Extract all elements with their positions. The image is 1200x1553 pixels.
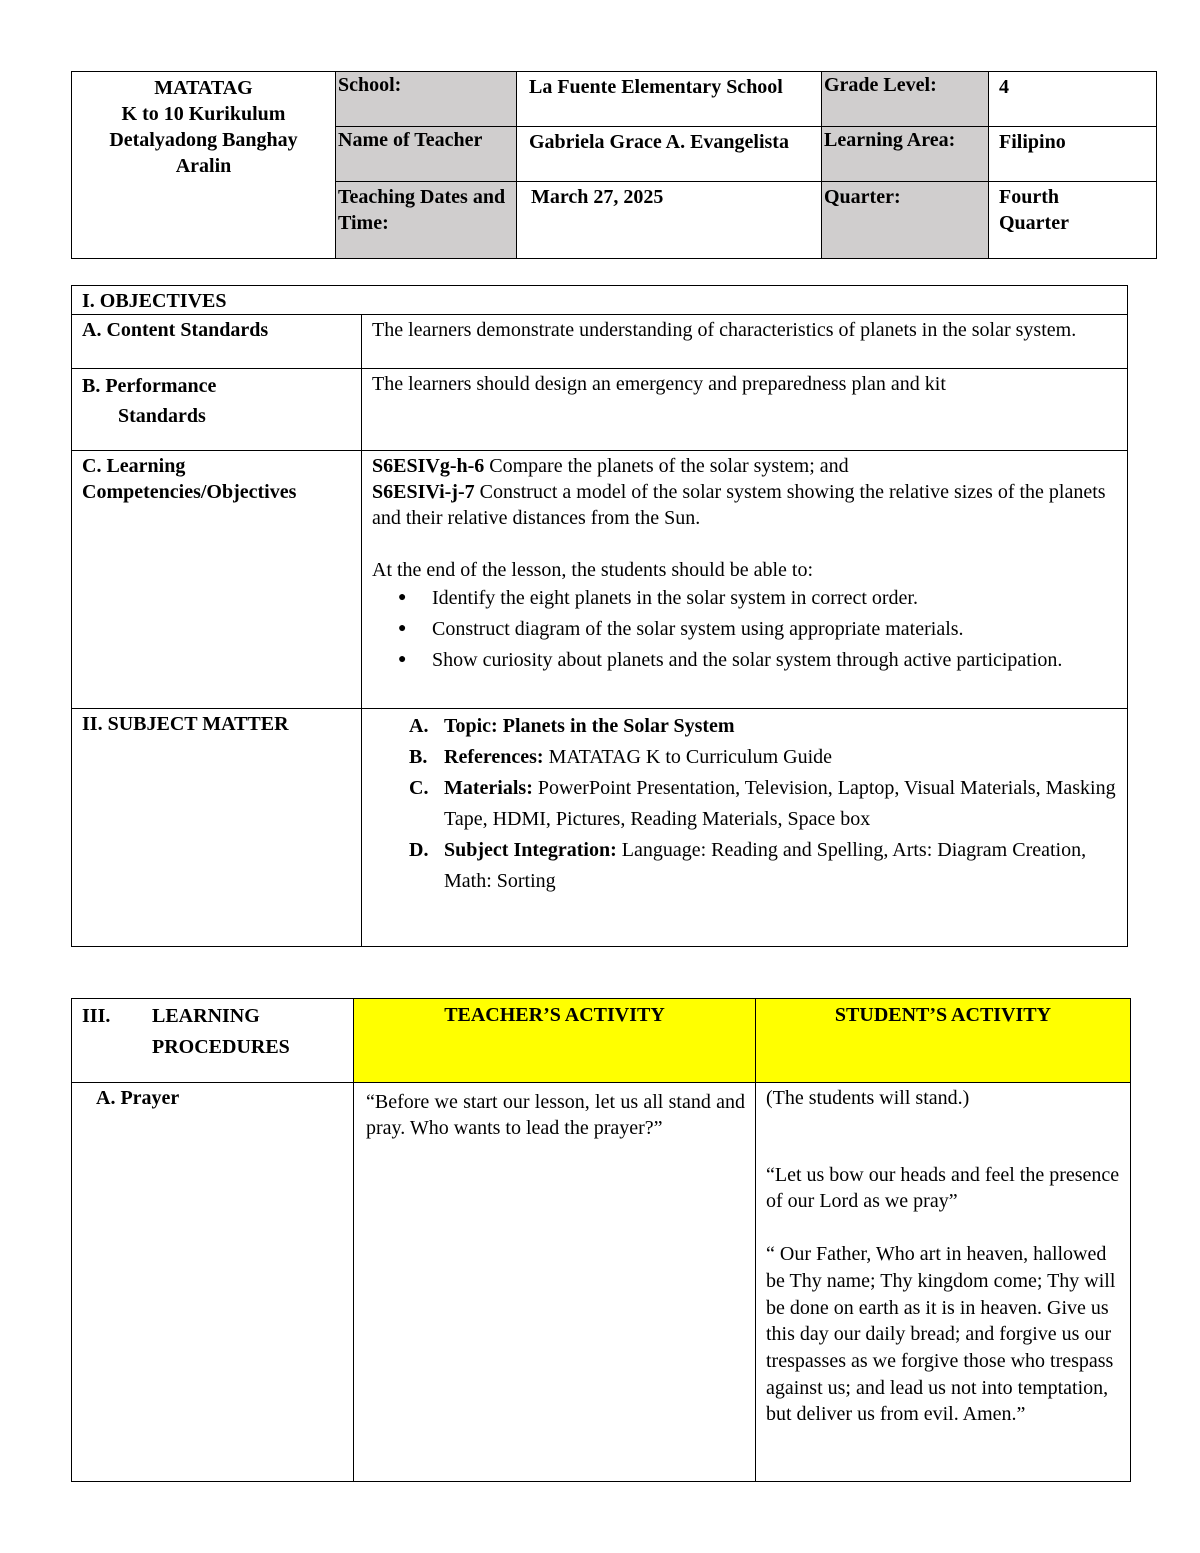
- prayer-label: A. Prayer: [72, 1083, 354, 1482]
- list-item: ● Construct diagram of the solar system using appropriate materials.: [362, 614, 1117, 645]
- dates-label: Teaching Dates and Time:: [336, 182, 517, 259]
- student-paragraph: “Let us bow our heads and feel the presence of our Lord as we pray”: [766, 1163, 1120, 1213]
- procedures-heading: III. LEARNING PROCEDURES: [72, 999, 354, 1083]
- dates-value: March 27, 2025: [517, 182, 822, 259]
- quarter-label: Quarter:: [822, 182, 989, 259]
- objectives-list: [362, 583, 1117, 676]
- student-paragraph: “ Our Father, Who art in heaven, hallowed be Thy name; Thy kingdom come; Thy will be done on earth as it is in heaven. Give us this day our daily bread; and forgive us our trespasses as we forgive those who trespass against us; and lead us not into temptation, but deliver us from evil. Amen.”: [766, 1243, 1116, 1426]
- competencies-label: C. Learning Competencies/Objectives: [72, 451, 362, 709]
- list-item: B. References: MATATAG K to Curriculum Guide: [409, 746, 833, 768]
- subject-matter-list: [362, 709, 1128, 947]
- teacher-activity-text: “Before we start our lesson, let us all stand and pray. Who wants to lead the prayer?”: [354, 1083, 756, 1482]
- student-activity-text: [756, 1083, 1131, 1482]
- teacher-activity-header: TEACHER’S ACTIVITY: [354, 999, 756, 1083]
- list-item: ● Identify the eight planets in the solar system in correct order.: [362, 583, 1117, 614]
- area-label: Learning Area:: [822, 127, 989, 182]
- competency-code: S6ESIVi-j-7: [372, 481, 475, 503]
- quarter-value: Fourth Quarter: [989, 182, 1157, 259]
- list-item: D. Subject Integration: Language: Reading and Spelling, Arts: Diagram Creation, Math: Sorting: [409, 839, 1087, 892]
- list-item: ● Show curiosity about planets and the solar system through active participation.: [362, 645, 1117, 676]
- teacher-value: Gabriela Grace A. Evangelista: [517, 127, 822, 182]
- competency-code: S6ESIVg-h-6: [372, 455, 485, 477]
- student-activity-header: STUDENT’S ACTIVITY: [756, 999, 1131, 1083]
- header-title-line: Aralin: [175, 155, 232, 177]
- header-title-line: Detalyadong Banghay: [109, 129, 298, 151]
- teacher-label: Name of Teacher: [336, 127, 517, 182]
- content-standards-label: A. Content Standards: [72, 315, 362, 369]
- competencies-text: S6ESIVg-h-6 Compare the planets of the solar system; and S6ESIVi-j-7 Construct a model of the solar system showing the relative sizes of the planets and their relative distances from the Sun. At the end of the lesson, the students should be able to: ● Identify the eight planets in the solar system in correct order. ● Construct diagram of the solar system using appropriate materials. ● Show curiosity about planets and the solar system through active participation.: [362, 451, 1128, 709]
- list-item: C. Materials: PowerPoint Presentation, Television, Laptop, Visual Materials, Masking Tape, HDMI, Pictures, Reading Materials, Space box: [409, 777, 1116, 830]
- school-label: School:: [336, 72, 517, 127]
- objectives-intro: At the end of the lesson, the students should be able to:: [372, 559, 814, 581]
- subject-matter-label: II. SUBJECT MATTER: [72, 709, 362, 947]
- objectives-heading: I. OBJECTIVES: [72, 286, 1128, 315]
- grade-label: Grade Level:: [822, 72, 989, 127]
- header-table: [71, 71, 1157, 259]
- procedures-table: [71, 998, 1131, 1482]
- area-value: Filipino: [989, 127, 1157, 182]
- grade-value: 4: [989, 72, 1157, 127]
- header-title-line: K to 10 Kurikulum: [121, 103, 286, 125]
- performance-standards-text: The learners should design an emergency and preparedness plan and kit: [362, 369, 1128, 451]
- header-title-line: MATATAG: [154, 77, 253, 99]
- student-paragraph: (The students will stand.): [766, 1087, 970, 1109]
- list-item: A. Topic: Planets in the Solar System: [409, 715, 735, 737]
- school-value: La Fuente Elementary School: [517, 72, 822, 127]
- objectives-table: [71, 285, 1128, 947]
- performance-standards-label: B. Performance Standards: [72, 369, 362, 451]
- header-title-cell: [72, 72, 336, 259]
- content-standards-text: The learners demonstrate understanding of characteristics of planets in the solar system.: [362, 315, 1128, 369]
